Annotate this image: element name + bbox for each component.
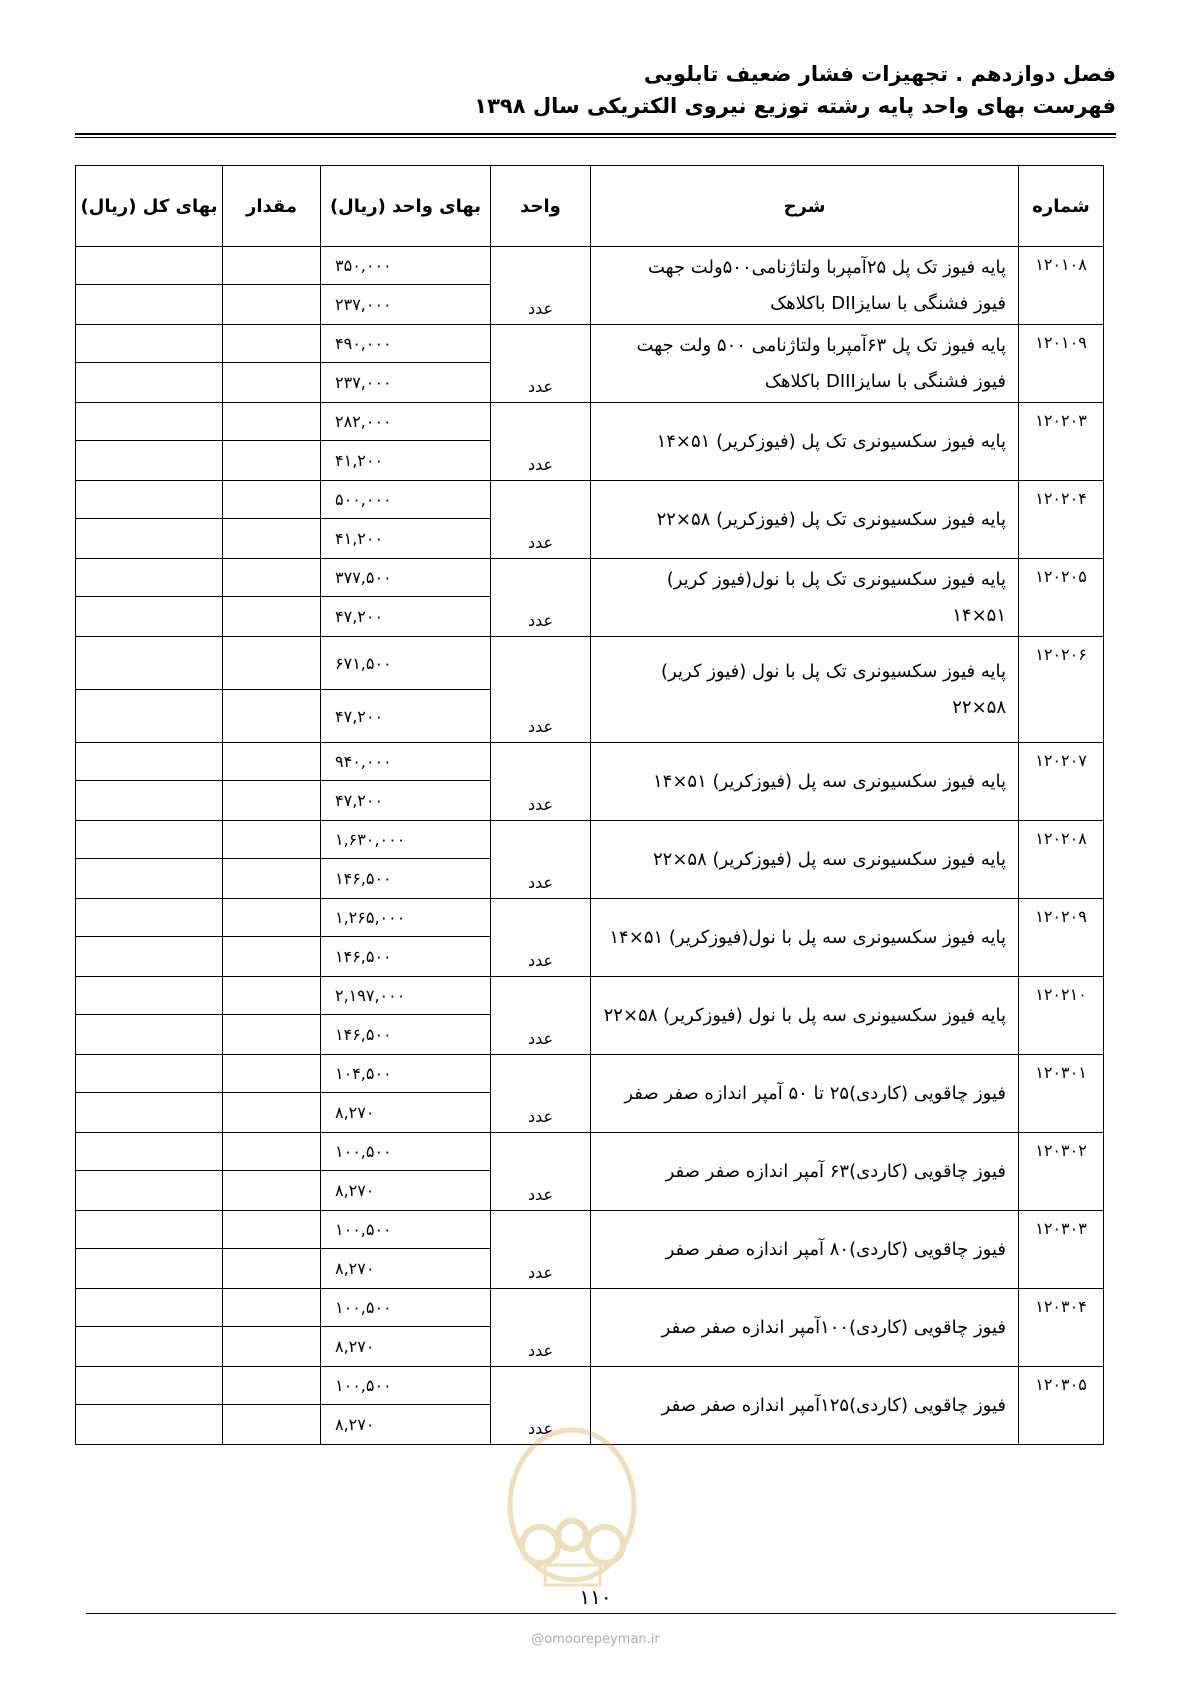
unit-price-sub: ۲۳۷,۰۰۰ bbox=[321, 363, 491, 403]
quantity-cell bbox=[223, 1405, 321, 1445]
header-rule-thin bbox=[75, 137, 1116, 138]
item-unit: عدد bbox=[491, 403, 591, 481]
quantity-cell bbox=[223, 690, 321, 743]
item-code: ۱۲۰۱۰۹ bbox=[1019, 325, 1104, 403]
total-cell bbox=[76, 285, 223, 325]
item-description bbox=[591, 559, 1019, 637]
quantity-cell bbox=[223, 1055, 321, 1093]
description-line-2: ۵۸×۲۲ bbox=[952, 696, 1006, 718]
unit-price-sub: ۴۱,۲۰۰ bbox=[321, 519, 491, 559]
table-row bbox=[76, 559, 1104, 597]
table-row bbox=[76, 977, 1104, 1015]
total-cell bbox=[76, 247, 223, 285]
description-line-1: پایه فیوز سکسیونری تک پل (فیوزکریر) ۵۸×۲۲ bbox=[656, 508, 1006, 530]
total-cell bbox=[76, 1133, 223, 1171]
item-code: ۱۲۰۲۰۹ bbox=[1019, 899, 1104, 977]
quantity-cell bbox=[223, 1171, 321, 1211]
description-line-1: پایه فیوز سکسیونری سه پل (فیوزکریر) ۵۸×۲۲ bbox=[652, 848, 1006, 870]
total-cell bbox=[76, 859, 223, 899]
item-code: ۱۲۰۳۰۲ bbox=[1019, 1133, 1104, 1211]
description-line-1: فیوز چاقویی (کاردی)۸۰ آمپر اندازه صفر صفر bbox=[665, 1238, 1006, 1260]
description-line-1: فیوز چاقویی (کاردی)۲۵ تا ۵۰ آمپر اندازه صفر صفر bbox=[624, 1082, 1006, 1104]
quantity-cell bbox=[223, 1327, 321, 1367]
quantity-cell bbox=[223, 519, 321, 559]
total-cell bbox=[76, 637, 223, 690]
unit-price-sub: ۲۳۷,۰۰۰ bbox=[321, 285, 491, 325]
total-cell bbox=[76, 977, 223, 1015]
total-cell bbox=[76, 597, 223, 637]
item-code: ۱۲۰۲۰۷ bbox=[1019, 743, 1104, 821]
item-unit: عدد bbox=[491, 1133, 591, 1211]
unit-price-sub: ۱۴۶,۵۰۰ bbox=[321, 1015, 491, 1055]
item-description bbox=[591, 325, 1019, 403]
col-header-number: شماره bbox=[1019, 166, 1104, 247]
quantity-cell bbox=[223, 937, 321, 977]
quantity-cell bbox=[223, 1367, 321, 1405]
item-unit: عدد bbox=[491, 637, 591, 743]
item-unit: عدد bbox=[491, 325, 591, 403]
unit-price-sub: ۸,۲۷۰ bbox=[321, 1405, 491, 1445]
quantity-cell bbox=[223, 859, 321, 899]
item-description bbox=[591, 1055, 1019, 1133]
unit-price-main: ۱,۲۶۵,۰۰۰ bbox=[321, 899, 491, 937]
unit-price-main: ۳۵۰,۰۰۰ bbox=[321, 247, 491, 285]
item-description bbox=[591, 821, 1019, 899]
unit-price-sub: ۸,۲۷۰ bbox=[321, 1249, 491, 1289]
description-line-1: پایه فیوز تک پل ۶۳آمپربا ولتاژنامی ۵۰۰ ولت جهت bbox=[636, 334, 1006, 356]
description-line-2: فیوز فشنگی با سایزDIII باکلاهک bbox=[764, 370, 1006, 392]
item-code: ۱۲۰۲۰۳ bbox=[1019, 403, 1104, 481]
quantity-cell bbox=[223, 481, 321, 519]
quantity-cell bbox=[223, 403, 321, 441]
item-code: ۱۲۰۲۱۰ bbox=[1019, 977, 1104, 1055]
gear-seal-icon bbox=[505, 1425, 640, 1600]
page-number: ۱۱۰ bbox=[579, 1585, 612, 1609]
total-cell bbox=[76, 1327, 223, 1367]
col-header-quantity: مقدار bbox=[223, 166, 321, 247]
item-unit: عدد bbox=[491, 899, 591, 977]
item-unit: عدد bbox=[491, 743, 591, 821]
quantity-cell bbox=[223, 325, 321, 363]
table-row bbox=[76, 247, 1104, 285]
quantity-cell bbox=[223, 441, 321, 481]
description-line-1: پایه فیوز سکسیونری سه پل با نول (فیوزکریر) ۵۸×۲۲ bbox=[603, 1004, 1006, 1026]
total-cell bbox=[76, 325, 223, 363]
item-code: ۱۲۰۳۰۴ bbox=[1019, 1289, 1104, 1367]
total-cell bbox=[76, 403, 223, 441]
table-body bbox=[76, 247, 1104, 1445]
table-row bbox=[76, 1133, 1104, 1171]
quantity-cell bbox=[223, 1093, 321, 1133]
col-header-unit-price: بهای واحد (ریال) bbox=[321, 166, 491, 247]
total-cell bbox=[76, 1405, 223, 1445]
item-code: ۱۲۰۲۰۴ bbox=[1019, 481, 1104, 559]
quantity-cell bbox=[223, 743, 321, 781]
quantity-cell bbox=[223, 559, 321, 597]
description-line-1: پایه فیوز سکسیونری تک پل (فیوزکریر) ۵۱×۱۴ bbox=[656, 430, 1006, 452]
description-line-2: فیوز فشنگی با سایزDII باکلاهک bbox=[770, 292, 1006, 314]
unit-price-sub: ۸,۲۷۰ bbox=[321, 1327, 491, 1367]
table-row bbox=[76, 1289, 1104, 1327]
table-row bbox=[76, 821, 1104, 859]
total-cell bbox=[76, 899, 223, 937]
item-description bbox=[591, 899, 1019, 977]
quantity-cell bbox=[223, 977, 321, 1015]
item-code: ۱۲۰۲۰۵ bbox=[1019, 559, 1104, 637]
col-header-unit: واحد bbox=[491, 166, 591, 247]
description-line-1: فیوز چاقویی (کاردی)۶۳ آمپر اندازه صفر صفر bbox=[665, 1160, 1006, 1182]
description-line-1: فیوز چاقویی (کاردی)۱۲۵آمپر اندازه صفر صفر bbox=[661, 1394, 1006, 1416]
item-description bbox=[591, 247, 1019, 325]
item-description bbox=[591, 1289, 1019, 1367]
item-description bbox=[591, 1133, 1019, 1211]
description-line-1: پایه فیوز تک پل ۲۵آمپربا ولتاژنامی۵۰۰ولت جهت bbox=[647, 256, 1006, 278]
total-cell bbox=[76, 1171, 223, 1211]
footer-rule bbox=[86, 1613, 1116, 1614]
table-row bbox=[76, 899, 1104, 937]
total-cell bbox=[76, 690, 223, 743]
item-unit: عدد bbox=[491, 559, 591, 637]
total-cell bbox=[76, 1055, 223, 1093]
item-description bbox=[591, 403, 1019, 481]
item-description bbox=[591, 481, 1019, 559]
quantity-cell bbox=[223, 899, 321, 937]
quantity-cell bbox=[223, 637, 321, 690]
total-cell bbox=[76, 743, 223, 781]
document-title: فهرست بهای واحد پایه رشته توزیع نیروی الکتریکی سال ۱۳۹۸ bbox=[474, 94, 1116, 118]
chapter-title: فصل دوازدهم . تجهیزات فشار ضعیف تابلویی bbox=[643, 62, 1116, 86]
price-table bbox=[75, 165, 1104, 1445]
col-header-total: بهای کل (ریال) bbox=[76, 166, 223, 247]
quantity-cell bbox=[223, 1133, 321, 1171]
description-line-1: پایه فیوز سکسیونری سه پل با نول(فیوزکریر) ۵۱×۱۴ bbox=[609, 926, 1006, 948]
unit-price-main: ۶۷۱,۵۰۰ bbox=[321, 637, 491, 690]
total-cell bbox=[76, 1367, 223, 1405]
item-unit: عدد bbox=[491, 247, 591, 325]
unit-price-main: ۱۰۰,۵۰۰ bbox=[321, 1133, 491, 1171]
total-cell bbox=[76, 441, 223, 481]
quantity-cell bbox=[223, 363, 321, 403]
quantity-cell bbox=[223, 285, 321, 325]
unit-price-sub: ۱۴۶,۵۰۰ bbox=[321, 937, 491, 977]
quantity-cell bbox=[223, 781, 321, 821]
item-unit: عدد bbox=[491, 1211, 591, 1289]
item-code: ۱۲۰۲۰۸ bbox=[1019, 821, 1104, 899]
unit-price-main: ۱۰۰,۵۰۰ bbox=[321, 1367, 491, 1405]
total-cell bbox=[76, 821, 223, 859]
unit-price-main: ۲,۱۹۷,۰۰۰ bbox=[321, 977, 491, 1015]
item-unit: عدد bbox=[491, 481, 591, 559]
item-unit: عدد bbox=[491, 1367, 591, 1445]
unit-price-main: ۱,۶۳۰,۰۰۰ bbox=[321, 821, 491, 859]
table-row bbox=[76, 325, 1104, 363]
quantity-cell bbox=[223, 1211, 321, 1249]
total-cell bbox=[76, 1289, 223, 1327]
item-code: ۱۲۰۲۰۶ bbox=[1019, 637, 1104, 743]
item-unit: عدد bbox=[491, 977, 591, 1055]
table-row bbox=[76, 743, 1104, 781]
unit-price-main: ۲۸۲,۰۰۰ bbox=[321, 403, 491, 441]
item-description bbox=[591, 1367, 1019, 1445]
total-cell bbox=[76, 559, 223, 597]
quantity-cell bbox=[223, 1249, 321, 1289]
table-header-row bbox=[76, 166, 1104, 247]
item-code: ۱۲۰۱۰۸ bbox=[1019, 247, 1104, 325]
item-code: ۱۲۰۳۰۳ bbox=[1019, 1211, 1104, 1289]
description-line-1: پایه فیوز سکسیونری تک پل با نول (فیوز کریر) bbox=[661, 660, 1006, 682]
unit-price-sub: ۸,۲۷۰ bbox=[321, 1171, 491, 1211]
quantity-cell bbox=[223, 1289, 321, 1327]
item-description bbox=[591, 637, 1019, 743]
col-header-description: شرح bbox=[591, 166, 1019, 247]
description-line-2: ۵۱×۱۴ bbox=[952, 604, 1006, 626]
total-cell bbox=[76, 519, 223, 559]
unit-price-main: ۴۹۰,۰۰۰ bbox=[321, 325, 491, 363]
item-description bbox=[591, 743, 1019, 821]
table-row bbox=[76, 1211, 1104, 1249]
quantity-cell bbox=[223, 247, 321, 285]
unit-price-main: ۱۰۰,۵۰۰ bbox=[321, 1289, 491, 1327]
table-row bbox=[76, 637, 1104, 690]
description-line-1: فیوز چاقویی (کاردی)۱۰۰آمپر اندازه صفر صفر bbox=[661, 1316, 1006, 1338]
unit-price-sub: ۴۷,۲۰۰ bbox=[321, 781, 491, 821]
table-row bbox=[76, 1055, 1104, 1093]
header-rule bbox=[75, 133, 1116, 135]
table-row bbox=[76, 403, 1104, 441]
unit-price-main: ۹۴۰,۰۰۰ bbox=[321, 743, 491, 781]
total-cell bbox=[76, 781, 223, 821]
total-cell bbox=[76, 1015, 223, 1055]
description-line-1: پایه فیوز سکسیونری تک پل با نول(فیوز کریر) bbox=[666, 568, 1006, 590]
item-code: ۱۲۰۳۰۵ bbox=[1019, 1367, 1104, 1445]
unit-price-main: ۱۰۰,۵۰۰ bbox=[321, 1211, 491, 1249]
total-cell bbox=[76, 481, 223, 519]
site-watermark: @omoorepeyman.ir bbox=[531, 1632, 660, 1647]
unit-price-sub: ۴۷,۲۰۰ bbox=[321, 690, 491, 743]
table-row bbox=[76, 1367, 1104, 1405]
unit-price-main: ۳۷۷,۵۰۰ bbox=[321, 559, 491, 597]
description-line-1: پایه فیوز سکسیونری سه پل (فیوزکریر) ۵۱×۱۴ bbox=[652, 770, 1006, 792]
unit-price-main: ۱۰۴,۵۰۰ bbox=[321, 1055, 491, 1093]
unit-price-main: ۵۰۰,۰۰۰ bbox=[321, 481, 491, 519]
unit-price-sub: ۴۷,۲۰۰ bbox=[321, 597, 491, 637]
unit-price-sub: ۴۱,۲۰۰ bbox=[321, 441, 491, 481]
item-unit: عدد bbox=[491, 821, 591, 899]
item-unit: عدد bbox=[491, 1055, 591, 1133]
quantity-cell bbox=[223, 1015, 321, 1055]
item-description bbox=[591, 1211, 1019, 1289]
total-cell bbox=[76, 1093, 223, 1133]
item-description bbox=[591, 977, 1019, 1055]
total-cell bbox=[76, 363, 223, 403]
total-cell bbox=[76, 1211, 223, 1249]
unit-price-sub: ۱۴۶,۵۰۰ bbox=[321, 859, 491, 899]
total-cell bbox=[76, 937, 223, 977]
total-cell bbox=[76, 1249, 223, 1289]
item-code: ۱۲۰۳۰۱ bbox=[1019, 1055, 1104, 1133]
quantity-cell bbox=[223, 821, 321, 859]
unit-price-sub: ۸,۲۷۰ bbox=[321, 1093, 491, 1133]
item-unit: عدد bbox=[491, 1289, 591, 1367]
table-row bbox=[76, 481, 1104, 519]
page-header bbox=[75, 58, 1116, 122]
quantity-cell bbox=[223, 597, 321, 637]
